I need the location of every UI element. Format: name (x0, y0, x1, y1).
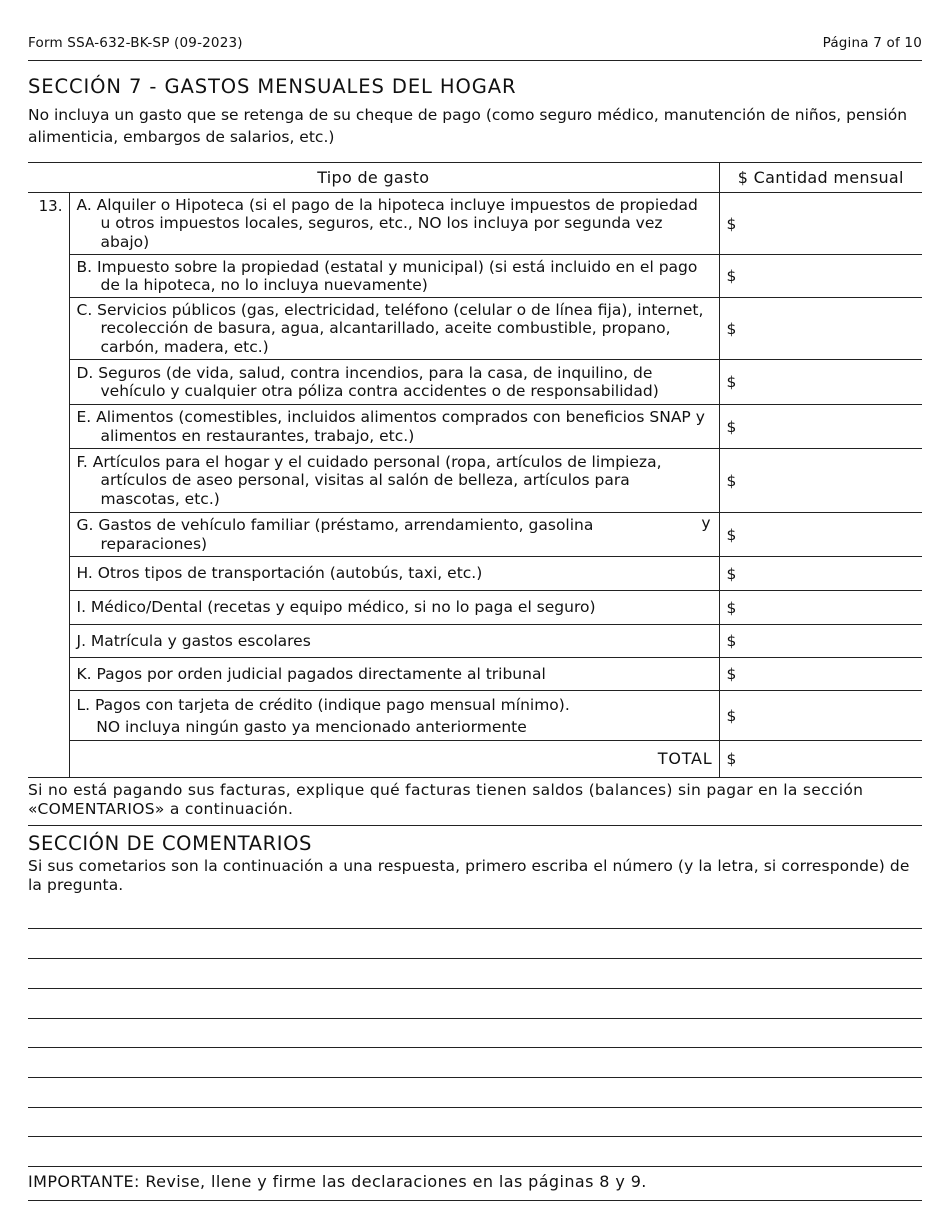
comment-line[interactable] (28, 928, 922, 929)
column-header-amount: $ Cantidad mensual (719, 163, 922, 193)
form-id: Form SSA-632-BK-SP (09-2023) (28, 35, 243, 51)
section-divider (28, 825, 922, 826)
comments-title: SECCIÓN DE COMENTARIOS (28, 832, 313, 855)
expense-label-l: L. Pagos con tarjeta de crédito (indique pago mensual mínimo). NO incluya ningún gasto ya mencionado anteriormente (69, 691, 719, 741)
comments-instructions: Si sus cometarios son la continuación a una respuesta, primero escriba el número (y la letra, si corresponde) de la pregunta. (28, 857, 910, 894)
amount-field-f[interactable]: $ (719, 449, 922, 513)
section-7-intro: No incluya un gasto que se retenga de su cheque de pago (como seguro médico, manutención de niños, pensión alimenticia, embargos de salarios, etc.) (28, 106, 908, 146)
amount-field-c[interactable]: $ (719, 298, 922, 360)
expense-label-b: B. Impuesto sobre la propiedad (estatal y municipal) (si está incluido en el pago de la hipoteca, no lo incluya nuevamente) (69, 255, 719, 298)
amount-field-b[interactable]: $ (719, 255, 922, 298)
amount-field-i[interactable]: $ (719, 591, 922, 625)
expense-label-j: J. Matrícula y gastos escolares (69, 625, 719, 658)
expenses-table (28, 162, 922, 778)
expense-label-e: E. Alimentos (comestibles, incluidos alimentos comprados con beneficios SNAP y alimentos en restaurantes, trabajo, etc.) (69, 405, 719, 449)
comment-line[interactable] (28, 1077, 922, 1078)
important-notice: IMPORTANTE: Revise, llene y firme las declaraciones en las páginas 8 y 9. (28, 1172, 647, 1191)
comment-line[interactable] (28, 958, 922, 959)
amount-field-j[interactable]: $ (719, 625, 922, 658)
expense-label-f: F. Artículos para el hogar y el cuidado personal (ropa, artículos de limpieza, artículos de aseo personal, visitas al salón de belleza, artículos para mascotas, etc.) (69, 449, 719, 513)
amount-field-e[interactable]: $ (719, 405, 922, 449)
expense-label-h: H. Otros tipos de transportación (autobús, taxi, etc.) (69, 557, 719, 591)
comment-line[interactable] (28, 1047, 922, 1048)
section-7-title: SECCIÓN 7 - GASTOS MENSUALES DEL HOGAR (28, 75, 517, 98)
page-number: Página 7 of 10 (822, 35, 922, 51)
total-amount-field[interactable]: $ (719, 741, 922, 778)
comment-line[interactable] (28, 1136, 922, 1137)
comment-line[interactable] (28, 1107, 922, 1108)
amount-field-h[interactable]: $ (719, 557, 922, 591)
amount-field-d[interactable]: $ (719, 360, 922, 405)
expense-label-c: C. Servicios públicos (gas, electricidad, teléfono (celular o de línea fija), internet, recolección de basura, agua, alcantarillado, aceite combustible, propano, carbón, madera, etc.) (69, 298, 719, 360)
header-divider (28, 60, 922, 61)
expense-label-d: D. Seguros (de vida, salud, contra incendios, para la casa, de inquilino, de vehículo y cualquier otra póliza contra accidentes o de responsabilidad) (69, 360, 719, 405)
amount-field-a[interactable]: $ (719, 193, 922, 255)
expense-label-k: K. Pagos por orden judicial pagados directamente al tribunal (69, 658, 719, 691)
column-header-type: Tipo de gasto (28, 163, 719, 193)
amount-field-l[interactable]: $ (719, 691, 922, 741)
footer-divider (28, 1200, 922, 1201)
comment-line[interactable] (28, 988, 922, 989)
comment-line[interactable] (28, 1018, 922, 1019)
unpaid-bills-note: Si no está pagando sus facturas, explique qué facturas tienen saldos (balances) sin pagar en la sección «COMENTARIOS» a continuación. (28, 781, 864, 818)
expense-label-g: G. Gastos de vehículo familiar (préstamo, arrendamiento, gasolina reparaciones) y (69, 513, 719, 557)
expense-label-i: I. Médico/Dental (recetas y equipo médico, si no lo paga el seguro) (69, 591, 719, 625)
expense-label-a: A. Alquiler o Hipoteca (si el pago de la hipoteca incluye impuestos de propiedad u otros impuestos locales, seguros, etc., NO los incluya por segunda vez abajo) (69, 193, 719, 255)
comment-line[interactable] (28, 1166, 922, 1167)
amount-field-k[interactable]: $ (719, 658, 922, 691)
total-label: TOTAL (69, 741, 719, 778)
amount-field-g[interactable]: $ (719, 513, 922, 557)
question-number: 13. (28, 193, 69, 778)
